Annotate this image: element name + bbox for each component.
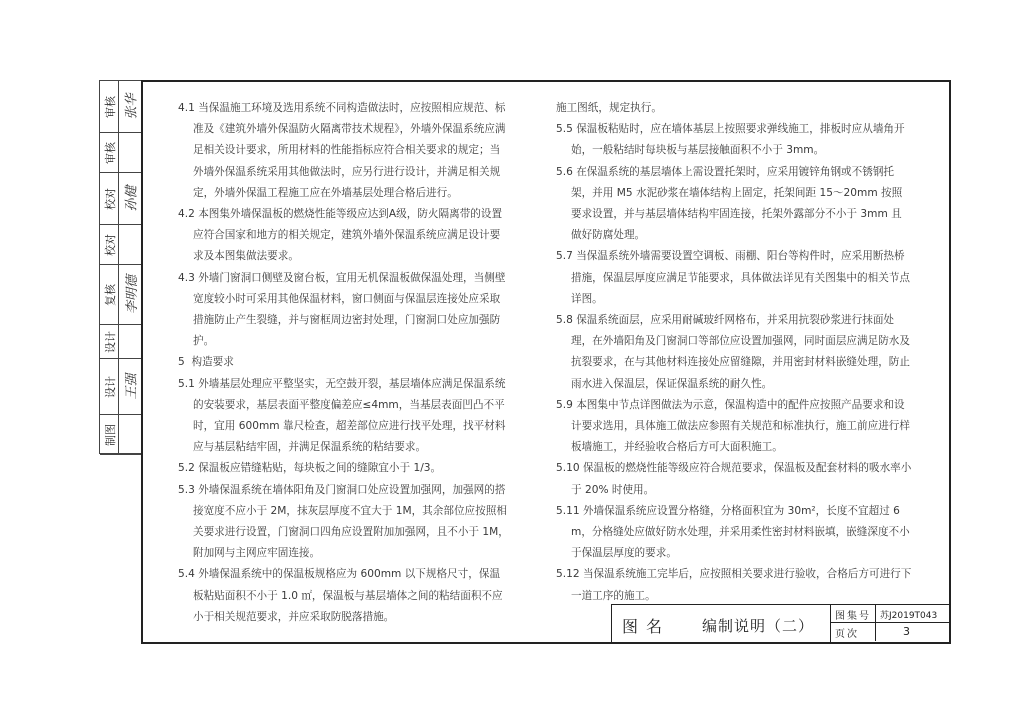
signature-role: 制图: [104, 423, 117, 446]
signature-cell: [100, 325, 141, 359]
atlas-number: 苏J2019T043: [880, 611, 938, 621]
signature-role: 设计: [104, 330, 117, 353]
signature-role: 校对: [104, 187, 117, 210]
section-heading: 5 构造要求: [178, 356, 234, 369]
note-paragraph: 5.7 当保温系统外墙需要设置空调板、雨棚、阳台等构件时，应采用断热桥措施，保温层厚度应满足节能要求，具体做法详见有关图集中的相关节点详图。: [556, 250, 910, 305]
note-paragraph: 5.10 保温板的燃烧性能等级应符合规范要求，保温板及配套材料的吸水率小于 20% 时使用。: [556, 462, 912, 496]
note-paragraph: 5.6 在保温系统的基层墙体上需设置托架时，应采用镀锌角钢或不锈钢托架，并用 M5 水泥砂浆在墙体结构上固定，托架间距 15～20mm 按照要求设置，并与基层墙体结构牢固连接，托架外露部分不小于 3mm 且做好防腐处理。: [556, 165, 903, 242]
title-block-label: 图名: [622, 617, 671, 636]
signature-name: 孙健: [124, 185, 140, 212]
notes-left-column: [178, 98, 510, 628]
page-label: 页次: [835, 629, 859, 640]
signature-name: 张华: [124, 93, 140, 120]
note-paragraph: 5.5 保温板粘贴时，应在墙体基层上按照要求弹线施工，排板时应从墙角开始，一般粘结时每块板与基层接触面积不小于 3mm。: [556, 123, 905, 157]
drawing-title: 编制说明（二）: [702, 617, 815, 635]
signature-strip: [99, 80, 141, 454]
note-paragraph: 4.3 外墙门窗洞口侧壁及窗台板，宜用无机保温板做保温处理，当侧壁宽度较小时可采用其他保温材料，窗口侧面与保温层连接处应采取措施防止产生裂缝，并与窗框周边密封处理，门窗洞口处应加强防护。: [178, 271, 506, 348]
signature-cell: [100, 359, 141, 415]
note-paragraph: 施工图纸，规定执行。: [556, 102, 662, 114]
note-paragraph: 5.1 外墙基层处理应平整坚实，无空鼓开裂，基层墙体应满足保温系统的安装要求，基层表面平整度偏差应≤4mm，当基层表面凹凸不平时，宜用 600mm 靠尺检查，超差部位应进行找平处理，找平材料应与基层粘结牢固，并满足保温系统的粘结要求。: [178, 377, 506, 454]
signature-cell: [100, 225, 141, 265]
signature-cell: [100, 173, 141, 225]
notes-right-column: [556, 98, 912, 607]
note-paragraph: 5.12 当保温系统施工完毕后，应按照相关要求进行验收，合格后方可进行下一道工序的施工。: [556, 568, 912, 602]
page-number: 3: [903, 625, 910, 638]
note-paragraph: 5.9 本图集中节点详图做法为示意，保温构造中的配件应按照产品要求和设计要求选用，具体施工做法应参照有关规范和标准执行，施工前应进行样板墙施工，并经验收合格后方可大面积施工。: [556, 398, 910, 454]
signature-role: 审核: [104, 141, 117, 164]
signature-role: 校对: [104, 233, 117, 256]
signature-cell: [100, 81, 141, 133]
note-paragraph: 5.11 外墙保温系统应设置分格缝，分格面积宜为 30m²，长度不宜超过 6m，分格缝处应做好防水处理，并采用柔性密封材料嵌填，嵌缝深度不小于保温层厚度的要求。: [556, 504, 910, 560]
signature-role: 审核: [104, 95, 117, 118]
title-block: [611, 604, 949, 642]
note-paragraph: 5.2 保温板应错缝粘贴，每块板之间的缝隙宜小于 1/3。: [178, 462, 442, 475]
signature-cell: [100, 265, 141, 325]
signature-name: 王强: [124, 373, 140, 400]
signature-cell: [100, 133, 141, 173]
signature-role: 设计: [104, 375, 117, 398]
note-paragraph: 5.8 保温系统面层，应采用耐碱玻纤网格布，并采用抗裂砂浆进行抹面处理，在外墙阳角及门窗洞口等部位应设置加强网，同时面层应满足防水及抗裂要求，在与其他材料连接处应留缝隙，并用密封材料嵌缝处理，防止雨水进入保温层，保证保温系统的耐久性。: [556, 314, 910, 390]
signature-role: 复核: [104, 283, 117, 306]
note-paragraph: 4.2 本图集外墙保温板的燃烧性能等级应达到A级，防火隔离带的设置应符合国家和地方的相关规定，建筑外墙外保温系统应满足设计要求及本图集做法要求。: [178, 208, 503, 263]
signature-name: 李明德: [124, 274, 140, 315]
note-paragraph: 4.1 当保温施工环境及选用系统不同构造做法时，应按照相应规范、标准及《建筑外墙外保温防火隔离带技术规程》，外墙外保温系统应满足相关设计要求，所用材料的性能指标应符合相关要求的规定；当外墙外保温系统采用其他做法时，应另行进行设计，并满足相关规定，外墙外保温工程施工应在外墙基层处理合格后进行。: [178, 102, 506, 199]
note-paragraph: 5.3 外墙保温系统在墙体阳角及门窗洞口处应设置加强网，加强网的搭接宽度不应小于 2M，抹灰层厚度不宜大于 1M，其余部位应按照相关要求进行设置，门窗洞口四角应设置附加加强网，且不小于 1M，附加网与主网应牢固连接。: [178, 483, 509, 560]
atlas-number-label: 图集号: [835, 611, 871, 622]
note-paragraph: 5.4 外墙保温系统中的保温板规格应为 600mm 以下规格尺寸，保温板粘贴面积不小于 1.0 ㎡，保温板与基层墙体之间的粘结面积不应小于相关规范要求，并应采取防脱落措施。: [178, 568, 503, 623]
signature-cell: [100, 415, 141, 455]
